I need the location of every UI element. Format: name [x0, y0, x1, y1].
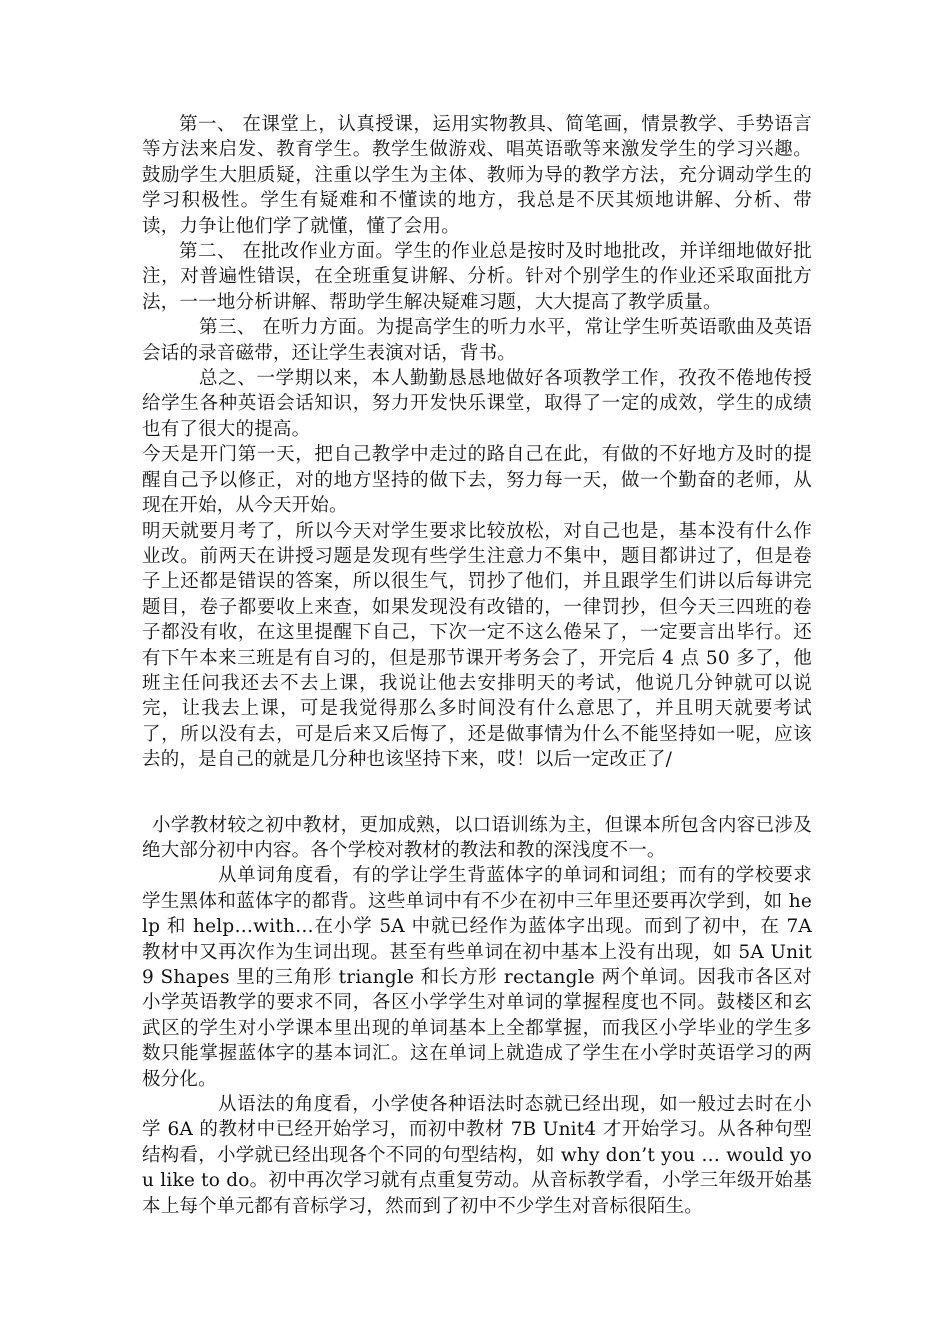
paragraph-first-point: 第一、 在课堂上，认真授课，运用实物教具、简笔画，情景教学、手势语言等方法来启发、教育学生。教学生做游戏、唱英语歌等来激发学生的学习兴趣。鼓励学生大胆质疑，注重以学生为主体、教师为导的教学方法，充分调动学生的学习积极性。学生有疑难和不懂读的地方，我总是不厌其烦地讲解、分析、带读，力争让他们学了就懂，懂了会用。 [142, 114, 812, 237]
paragraph-second-point: 第二、 在批改作业方面。学生的作业总是按时及时地批改，并详细地做好批注，对普遍性错误，在全班重复讲解、分析。针对个别学生的作业还采取面批方法，一一地分析讲解、帮助学生解决疑难习题，大大提高了教学质量。 [142, 241, 812, 313]
document-body [142, 112, 812, 1219]
paragraph-third-point: 第三、 在听力方面。为提高学生的听力水平，常让学生听英语歌曲及英语会话的录音磁带，还让学生表演对话，背书。 [142, 317, 812, 364]
paragraph-grammar: 从语法的角度看，小学使各种语法时态就已经出现，如一般过去时在小学 6A 的教材中已经开始学习，而初中教材 7B Unit4 才开始学习。从各种句型结构看，小学就已经出现各个不同的句型结构，如 why don’t you … would you like to do。初中再次学习就有点重复劳动。从音标教学看，小学三年级开始基本上每个单元都有音标学习，然而到了初中不少学生对音标很陌生。 [142, 1094, 812, 1217]
paragraph-monthly-exam: 明天就要月考了，所以今天对学生要求比较放松，对自己也是，基本没有什么作业改。前两天在讲授习题是发现有些学生注意力不集中，题目都讲过了，但是卷子上还都是错误的答案，所以很生气，罚抄了他们，并且跟学生们讲以后每讲完题目，卷子都要收上来查，如果发现没有改错的，一律罚抄，但今天三四班的卷子都没有收，在这里提醒下自己，下次一定不这么倦呆了，一定要言出毕行。还有下午本来三班是有自习的，但是那节课开考务会了，开完后 4 点 50 多了，他班主任问我还去不去上课，我说让他去安排明天的考试，他说几分钟就可以说完，让我去上课，可是我觉得那么多时间没有什么意思了，并且明天就要考试了，所以没有去，可是后来又后悔了，还是做事情为什么不能坚持如一呢，应该去的，是自己的就是几分种也该坚持下来，哎！以后一定改正了/ [142, 520, 812, 771]
paragraph-vocabulary: 从单词角度看，有的学让学生背蓝体字的单词和词组；而有的学校要求学生黑体和蓝体字的都背。这些单词中有不少在初中三年里还要再次学到，如 help 和 help…with…在小学 5A 中就已经作为蓝体字出现。而到了初中，在 7A 教材中又再次作为生词出现。甚至有些单词在初中基本上没有出现，如 5A Unit9 Shapes 里的三角形 triangle 和长方形 rectangle 两个单词。因我市各区对小学英语教学的要求不同，各区小学学生对单词的掌握程度也不同。鼓楼区和玄武区的学生对小学课本里出现的单词基本上全都掌握，而我区小学毕业的学生多数只能掌握蓝体字的基本词汇。这在单词上就造成了学生在小学时英语学习的两极分化。 [142, 865, 812, 1090]
section-gap [142, 773, 812, 813]
paragraph-summary: 总之、一学期以来，本人勤勤恳恳地做好各项教学工作，孜孜不倦地传授给学生各种英语会话知识，努力开发快乐课堂，取得了一定的成效，学生的成绩也有了很大的提高。 [142, 368, 812, 440]
paragraph-textbook-comparison: 小学教材较之初中教材，更加成熟，以口语训练为主，但课本所包含内容已涉及绝大部分初中内容。各个学校对教材的教法和教的深浅度不一。 [142, 814, 812, 861]
paragraph-first-day: 今天是开门第一天，把自己教学中走过的路自己在此，有做的不好地方及时的提醒自己予以修正，对的地方坚持的做下去，努力每一天，做一个勤奋的老师，从现在开始，从今天开始。 [142, 444, 812, 517]
